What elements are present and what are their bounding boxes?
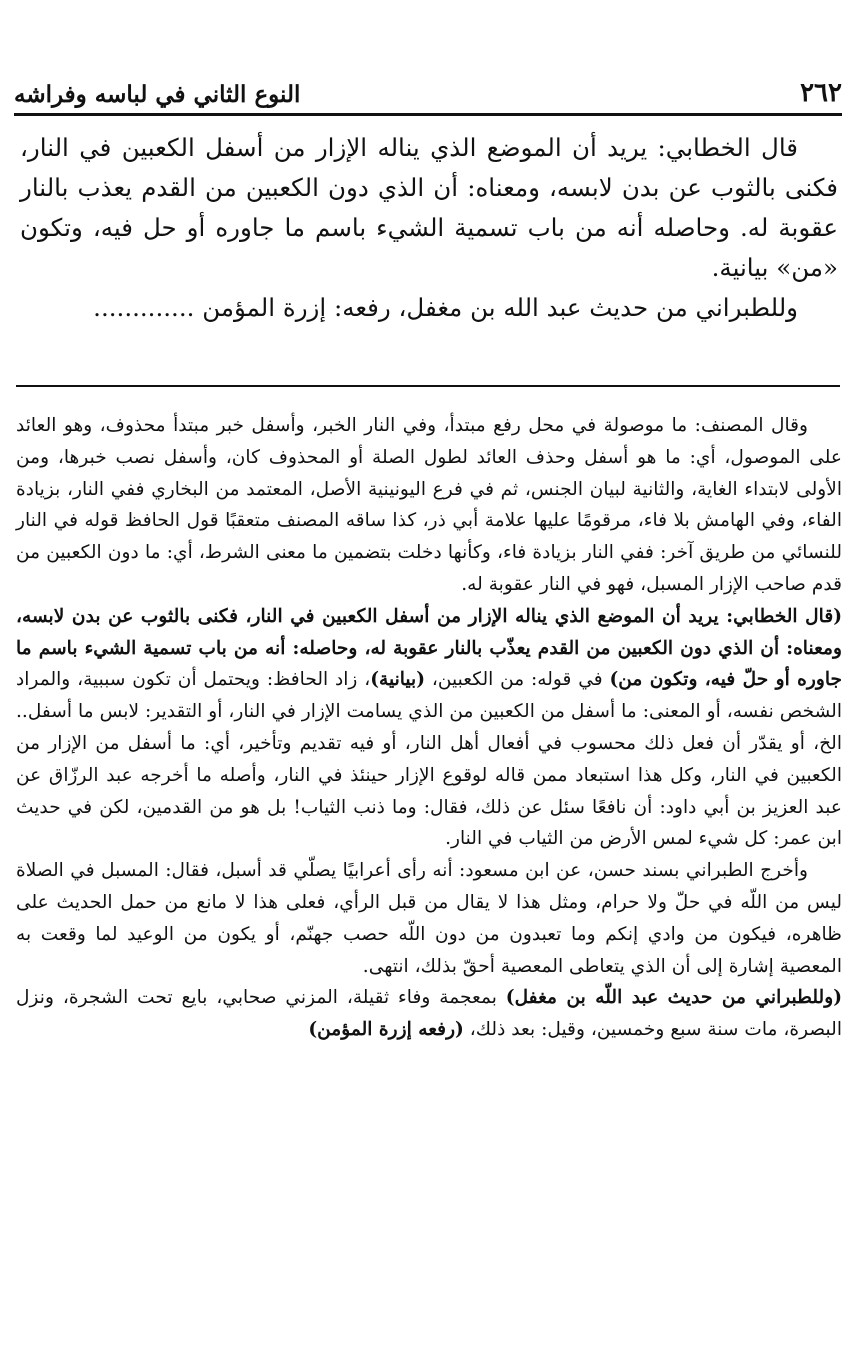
commentary-paragraph: وقال المصنف: ما موصولة في محل رفع مبتدأ، وفي النار الخبر، وأسفل خبر مبتدأ محذوف، وهو العائد على الموصول، أي: ما هو أسفل وحذف العائد لطول الصلة أو المحذوف كان، وأسفل نصب خبرها، ومن الأولى لابتداء الغاية، والثانية لبيان الجنس، ثم في فرع اليونينية الأصل، المعتمد من البخاري ففي النار، بزيادة الفاء، وفي الهامش بلا فاء، مرقومًا عليها علامة أبي ذر، كذا ساقه المصنف متعقبًا قول الحافظ قوله في النار للنسائي من طريق آخر: ففي النار بزيادة فاء، وكأنها دخلت بتضمين ما معنى الشرط، أي: ما دون الكعبين من قدم صاحب الإزار المسبل، فهو في النار عقوبة له.	[16, 415, 842, 595]
main-text-paragraph: قال الخطابي: يريد أن الموضع الذي يناله الإزار من أسفل الكعبين في النار، فكنى بالثوب عن بدن لابسه، ومعناه: أن الذي دون الكعبين من القدم يعذب بالنار عقوبة له. وحاصله أنه من باب تسمية الشيء باسم ما جاوره أو حل فيه، وتكون «من» بيانية.	[20, 133, 838, 282]
quoted-text: (رفعه إزرة المؤمن)	[308, 1019, 464, 1041]
quoted-text: (وللطبراني من حديث عبد اللّه بن مغفل)	[505, 987, 842, 1009]
running-header	[14, 70, 842, 110]
main-text-paragraph: وللطبراني من حديث عبد الله بن مغفل، رفعه: إزرة المؤمن .............	[93, 293, 798, 322]
commentary-text: بمعجمة وفاء ثقيلة، المزني صحابي، بايع تحت الشجرة، ونزل البصرة، مات سنة سبع وخمسين، وقيل: بعد ذلك،	[16, 987, 842, 1041]
commentary-paragraph	[16, 982, 842, 1046]
commentary-section	[16, 410, 842, 1046]
header-rule	[14, 113, 842, 116]
chapter-title: النوع الثاني في لباسه وفراشه	[14, 81, 301, 108]
commentary-paragraph: وأخرج الطبراني بسند حسن، عن ابن مسعود: أنه رأى أعرابيًا يصلّي قد أسبل، فقال: المسبل في الصلاة ليس من اللّه في حلّ ولا حرام، ومثل هذا لا يقال من قبل الرأي، فعلى هذا لا مانع من حمل الحديث على ظاهره، فيكون من وادي إنكم وما تعبدون من دون اللّه حصب جهنّم، أو يكون من الوعيد لما وقعت به المعصية إشارة إلى أن الذي يتعاطى المعصية أحقّ بذلك، انتهى.	[16, 860, 842, 977]
commentary-text: في قوله: من الكعبين،	[425, 669, 610, 691]
quoted-text: (بيانية)	[370, 669, 426, 691]
page-number: ٢٦٢	[800, 78, 842, 108]
commentary-text: ، زاد الحافظ: ويحتمل أن تكون سببية، والمراد الشخص نفسه، أو المعنى: ما أسفل من الكعبين من الذي يسامت الإزار في النار، أو التقدير: لابس ما أسفل.. الخ، أو يقدّر أن فعل ذلك محسوب في أفعال أهل النار، أو فيه تقديم وتأخير، أي: ما أسفل من الإزار من الكعبين في النار، وكل هذا استبعاد ممن قاله لوقوع الإزار حينئذ في النار، وأصله ما أخرجه عبد الرزّاق عن عبد العزيز بن أبي داود: أن نافعًا سئل عن ذلك، فقال: وما ذنب الثياب! بل هو من القدمين، لكن في حديث ابن عمر: كل شيء لمس الأرض من الثياب في النار.	[16, 669, 842, 850]
section-divider	[16, 385, 840, 387]
commentary-paragraph	[16, 601, 842, 855]
main-text-section	[20, 128, 838, 328]
quoted-text: (قال الخطابي: يريد أن الموضع الذي يناله الإزار من أسفل الكعبين في النار، فكنى بالثوب عن بدن لابسه، ومعناه: أن الذي دون الكعبين من القدم يعذّب بالنار عقوبة له، وحاصله: أنه من باب تسمية الشيء باسم ما جاوره أو حلّ فيه، وتكون من)	[16, 605, 842, 691]
